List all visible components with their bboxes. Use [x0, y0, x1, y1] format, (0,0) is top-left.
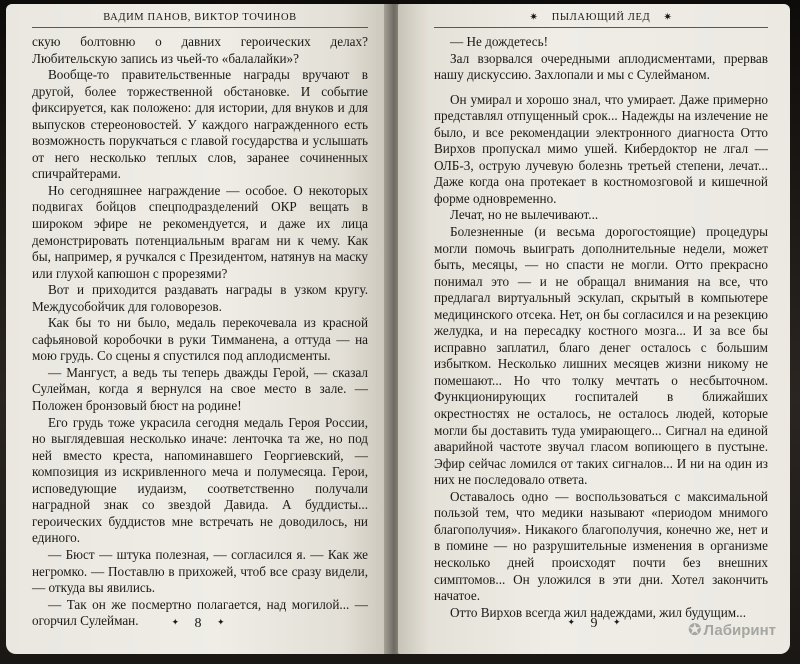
- paragraph: Зал взорвался очередными аплодисментами, прервав нашу дискуссию. Захлопали и мы с Сулейманом.: [434, 50, 768, 83]
- paragraph: скую болтовню о давних героических делах? Любительскую запись из чьей-то «балалайки»?: [32, 34, 368, 66]
- right-page-text: [434, 34, 768, 621]
- right-running-head-text: ПЫЛАЮЩИЙ ЛЕД: [551, 12, 651, 23]
- paragraph: Он умирал и хорошо знал, что умирает. Даже примерно представлял отпущенный срок... Надежды на излечение не было, и все рекомендации электронного диагноста Отто Вирхов пропускал мимо ушей. Кибердоктор не лгал — ОЛБ-3, острую лучевую болезнь третьей степени, лечат... Даже когда она протекает в костномозговой и кишечной форме одновременно.: [434, 91, 768, 206]
- right-page-number: 9: [590, 616, 598, 631]
- paragraph: Оставалось одно — воспользоваться с максимальной пользой тем, что медики называют «периодом мнимого благополучия». Никакого благополучия, конечно же, нет и в помине — но разрушительные изменения в организме несколько дней происходят почти без внешних симптомов... Он уложился в эти дни. Хотел закончить начатое.: [434, 488, 768, 604]
- paragraph: — Мангуст, а ведь ты теперь дважды Герой, — сказал Сулейман, когда я вернулся на свое место в зале. — Положен бронзовый бюст на родине!: [32, 364, 368, 414]
- star-ornament-icon: ✦: [567, 617, 575, 627]
- paragraph: Лечат, но не вылечивают...: [450, 207, 599, 223]
- paragraph: Но сегодняшнее награждение — особое. О некоторых подвигах бойцов спецподразделений ОКР вещать в широком эфире не рекомендуется, и даже их лица демонстрировать потенциальным врагам ни к чему. Как бы, например, я ручкался с Президентом, натянув на маску или глухой капюшон с прорезями?: [32, 182, 368, 281]
- star-ornament-icon: ✷: [529, 12, 539, 23]
- left-running-head: [32, 12, 368, 28]
- star-ornament-icon: ✦: [171, 617, 179, 627]
- paragraph: — Не дождетесь!: [450, 34, 549, 49]
- paragraph: Болезненные (и весьма дорогостоящие) процедуры могли помочь выиграть дополнительные недели, может быть, месяцы, — но спасти не могли. Отто прекрасно понимал это — и не обращал внимания на все, что предлагал виртуальный эскулап, скрытый в компьютере медицинского отсека. Нет, он бы согласился и на резекцию желудка, и на пересадку костного мозга... И за все бы исправно заплатил, благо денег осталось с большим избытком. Несколько лишних месяцев жизни никому не помешают... Но что толку мечтать о несбыточном. Функционирующих госпиталей в ближайших окрестностях не осталось, не осталось людей, которые могли бы доставить туда умирающего... Сигнал на единой аварийной частоте звучал гласом вопиющего в пустыне. Эфир сейчас ломился от таких сигналов... И ни на один из них не последовало ответа.: [434, 224, 768, 488]
- right-running-head: [434, 12, 768, 28]
- left-page-text: [32, 34, 368, 630]
- labyrinth-logo-icon: ✪: [688, 622, 702, 639]
- star-ornament-icon: ✦: [217, 617, 225, 627]
- paragraph: Отто Вирхов всегда жил надеждами, жил будущим...: [450, 604, 747, 620]
- left-running-head-text: ВАДИМ ПАНОВ, ВИКТОР ТОЧИНОВ: [103, 12, 297, 23]
- paragraph: Вот и приходится раздавать награды в узком кругу. Междусобойчик для головорезов.: [32, 282, 368, 314]
- watermark-logo: [688, 620, 776, 640]
- paragraph: — Бюст — штука полезная, — согласился я. — Как же негромко. — Поставлю в прихожей, чтоб все сразу видели, — откуда вы явились.: [32, 546, 368, 596]
- left-page: [6, 4, 390, 654]
- star-ornament-icon: ✷: [663, 12, 673, 23]
- paragraph: — Так он же посмертно полагается, над могилой... — огорчил Сулейман.: [32, 596, 368, 629]
- star-ornament-icon: ✦: [613, 617, 621, 627]
- paragraph: Его грудь тоже украсила сегодня медаль Героя России, но выглядевшая несколько иначе: ленточка та же, но под ней вместо креста, напоминавшего Георгиевский, — композиция из искривленного меча и полумесяца. Герои, исповедующие иудаизм, соответственно получали наградной знак со звездой Давида. А буддисты... героических буддистов мне встречать не доводилось, ни единого.: [32, 414, 368, 546]
- watermark-logo-text: Лабиринт: [703, 622, 776, 639]
- right-page: [398, 4, 790, 654]
- paragraph: Вообще-то правительственные награды вручают в другой, более торжественной обстановке. И событие фиксируется, как положено: для истории, для внуков и для выпусков стереоновостей. У каждого награжденного есть возможность порукчаться с главой государства и услышать от него несколько теплых слов, заранее сочиненных спичрайтерами.: [32, 67, 368, 182]
- left-page-number: 8: [194, 616, 202, 631]
- left-page-folio: [6, 616, 390, 632]
- paragraph: Как бы то ни было, медаль перекочевала из красной сафьяновой коробочки в руки Тимманена, а оттуда — на мою грудь. Со сцены я спустился под аплодисменты.: [32, 315, 368, 364]
